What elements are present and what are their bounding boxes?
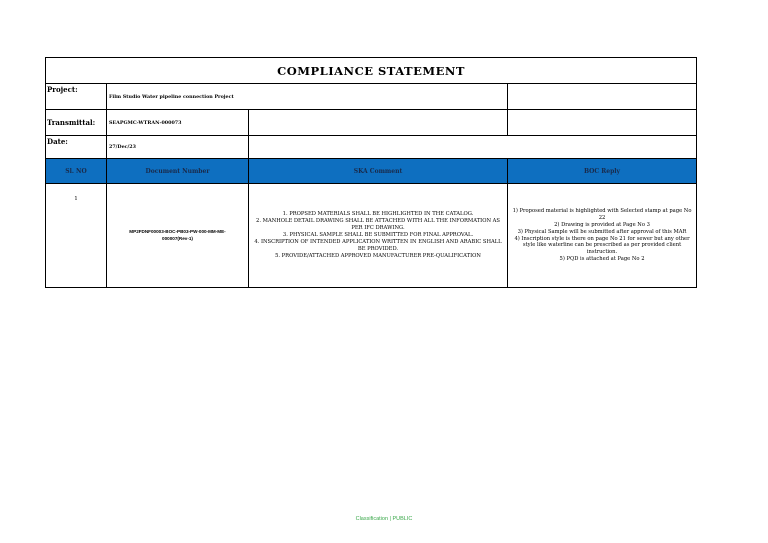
- table-row: [46, 184, 697, 288]
- date-empty-cell: [249, 136, 697, 159]
- header-boc-reply: BOC Reply: [508, 159, 697, 184]
- compliance-table: [45, 57, 697, 288]
- classification-footer: Classification | PUBLIC: [355, 516, 413, 522]
- transmittal-empty-cell-1: [249, 110, 508, 136]
- boc-reply-line: 4) Inscription style is there on page No 21 for sewer but any other style like waterline can be prescribed as per provided client instruction.: [514, 235, 690, 256]
- transmittal-label: Transmittal:: [46, 110, 107, 136]
- ska-comment-line: 1. PROPSED MATERIALS SHALL BE HIGHLIGHTED IN THE CATALOG.: [282, 211, 474, 218]
- header-document-number: Document Number: [107, 159, 249, 184]
- row-sl-no: 1: [46, 184, 107, 288]
- project-empty-cell: [508, 84, 697, 110]
- ska-comment-line: 4. INSCRIPTION OF INTENDED APPLICATION WRITTEN IN ENGLISH AND ARABIC SHALL BE PROVIDED.: [254, 238, 502, 252]
- project-value: Film Studio Water pipeline connection Project: [107, 84, 508, 110]
- header-sl-no: Sl. NO: [46, 159, 107, 184]
- row-ska-comment: [249, 184, 508, 288]
- date-value: 27/Dec/23: [107, 136, 249, 159]
- ska-comment-line: 2. MANHOLE DETAIL DRAWING SHALL BE ATTACHED WITH ALL THE INFORMATION AS PER IFC DRAWING.: [256, 218, 500, 232]
- date-label: Date:: [46, 136, 107, 159]
- project-label: Project:: [46, 84, 107, 110]
- row-boc-reply: [508, 184, 697, 288]
- row-document-number: MP2FDNF00003-BOC-PB03-PW-000-MM-ME-000007(Rev-1): [107, 184, 249, 288]
- header-ska-comment: SKA Comment: [249, 159, 508, 184]
- boc-reply-line: 5) PQD is attached at Page No 2: [559, 256, 645, 263]
- ska-comment-line: 5. PROVIDE/ATTACHED APPROVED MANUFACTURER PRE-QUALIFICATION: [275, 252, 481, 259]
- transmittal-value: SEAPGMC-WTRAN-000073: [107, 110, 249, 136]
- boc-reply-line: 3) Physical Sample will be submitted after approval of this MAR: [517, 228, 687, 235]
- ska-comment-line: 3. PHYSICAL SAMPLE SHALL BE SUBMITTED FOR FINAL APPROVAL.: [282, 232, 474, 239]
- transmittal-empty-cell-2: [508, 110, 697, 136]
- boc-reply-line: 2) Drawing is provided at Page No 3: [554, 221, 650, 228]
- boc-reply-line: 1) Proposed material is highlighted with Selected stamp at page No 22: [512, 207, 692, 221]
- document-title: COMPLIANCE STATEMENT: [46, 58, 697, 84]
